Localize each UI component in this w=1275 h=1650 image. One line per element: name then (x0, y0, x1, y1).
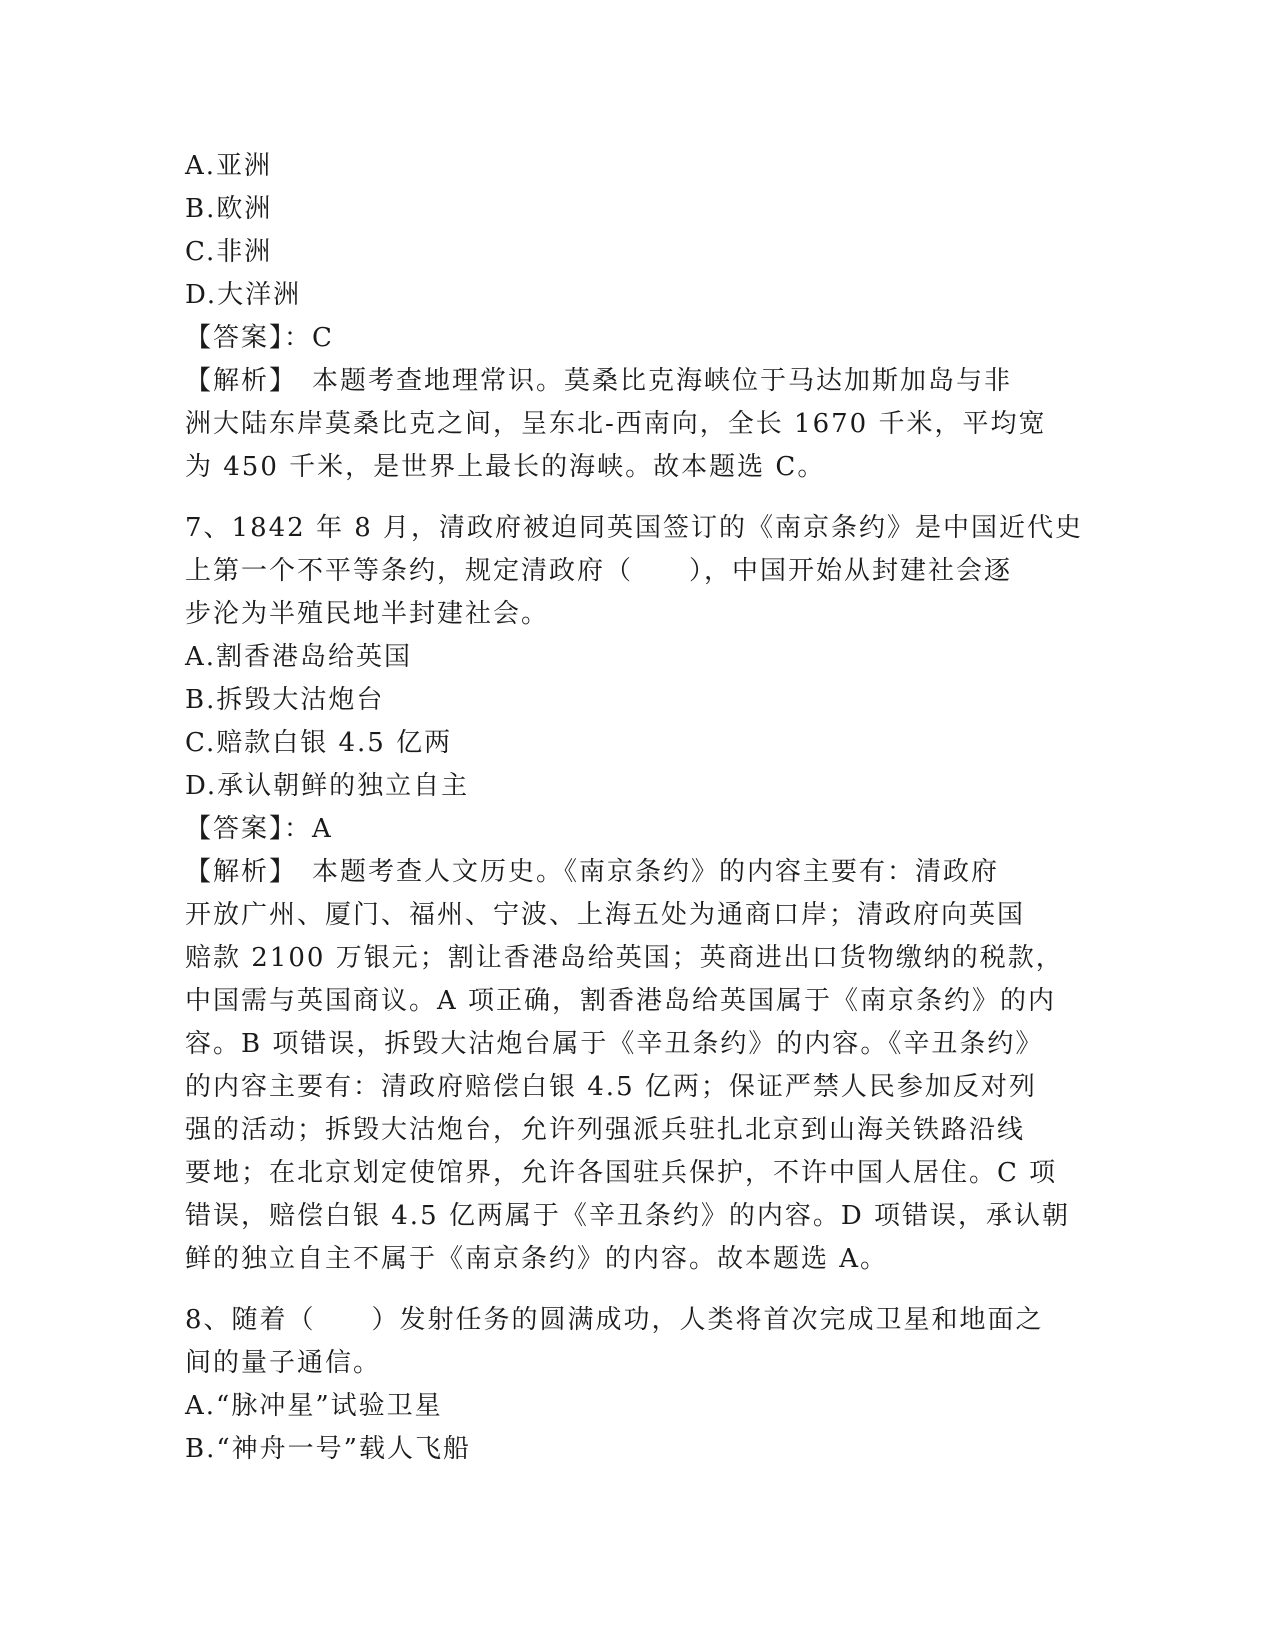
option-d: D.大洋洲 (185, 280, 302, 310)
question-6 (185, 145, 1085, 489)
spacer (185, 489, 1085, 507)
analysis-line: 错误，赔偿白银 4.5 亿两属于《辛丑条约》的内容。D 项错误，承认朝 (185, 1201, 1070, 1231)
document-page (185, 145, 1085, 1471)
analysis-line: 容。B 项错误，拆毁大沽炮台属于《辛丑条约》的内容。《辛丑条约》 (185, 1029, 1044, 1059)
analysis-line: 鲜的独立自主不属于《南京条约》的内容。故本题选 A。 (185, 1244, 889, 1274)
analysis-line: 为 450 千米，是世界上最长的海峡。故本题选 C。 (185, 452, 826, 482)
option-c: C.非洲 (185, 237, 273, 267)
answer: 【答案】：A (185, 814, 333, 844)
option-a: A.亚洲 (185, 151, 273, 181)
question-stem-line: 上第一个不平等条约，规定清政府（ ），中国开始从封建社会逐 (185, 556, 1013, 586)
option-b: B.拆毁大沽炮台 (185, 685, 385, 715)
option-a: A.割香港岛给英国 (185, 642, 413, 672)
question-8 (185, 1299, 1085, 1471)
option-b: B.“神舟一号”载人飞船 (185, 1434, 471, 1464)
question-stem-line: 步沦为半殖民地半封建社会。 (185, 599, 550, 629)
analysis-line: 洲大陆东岸莫桑比克之间，呈东北-西南向，全长 1670 千米，平均宽 (185, 409, 1047, 439)
question-stem-line: 8、随着（ ）发射任务的圆满成功，人类将首次完成卫星和地面之 (185, 1305, 1044, 1335)
spacer (185, 1281, 1085, 1299)
answer: 【答案】：C (185, 323, 334, 353)
option-b: B.欧洲 (185, 194, 273, 224)
analysis-line: 中国需与英国商议。A 项正确，割香港岛给英国属于《南京条约》的内 (185, 986, 1057, 1016)
question-stem-line: 7、1842 年 8 月，清政府被迫同英国签订的《南京条约》是中国近代史 (185, 513, 1084, 543)
question-7 (185, 507, 1085, 1281)
analysis-line: 强的活动；拆毁大沽炮台，允许列强派兵驻扎北京到山海关铁路沿线 (185, 1115, 1026, 1145)
option-d: D.承认朝鲜的独立自主 (185, 771, 470, 801)
analysis-line: 赔款 2100 万银元；割让香港岛给英国；英商进出口货物缴纳的税款， (185, 943, 1064, 973)
question-stem-line: 间的量子通信。 (185, 1348, 382, 1378)
analysis-line: 【解析】 本题考查地理常识。莫桑比克海峡位于马达加斯加岛与非 (185, 366, 1013, 396)
analysis-line: 的内容主要有：清政府赔偿白银 4.5 亿两；保证严禁人民参加反对列 (185, 1072, 1037, 1102)
analysis-line: 开放广州、厦门、福州、宁波、上海五处为通商口岸；清政府向英国 (185, 900, 1026, 930)
analysis-line: 要地；在北京划定使馆界，允许各国驻兵保护，不许中国人居住。C 项 (185, 1158, 1058, 1188)
analysis-line: 【解析】 本题考查人文历史。《南京条约》的内容主要有：清政府 (185, 857, 1000, 887)
option-c: C.赔款白银 4.5 亿两 (185, 728, 453, 758)
option-a: A.“脉冲星”试验卫星 (185, 1391, 443, 1421)
